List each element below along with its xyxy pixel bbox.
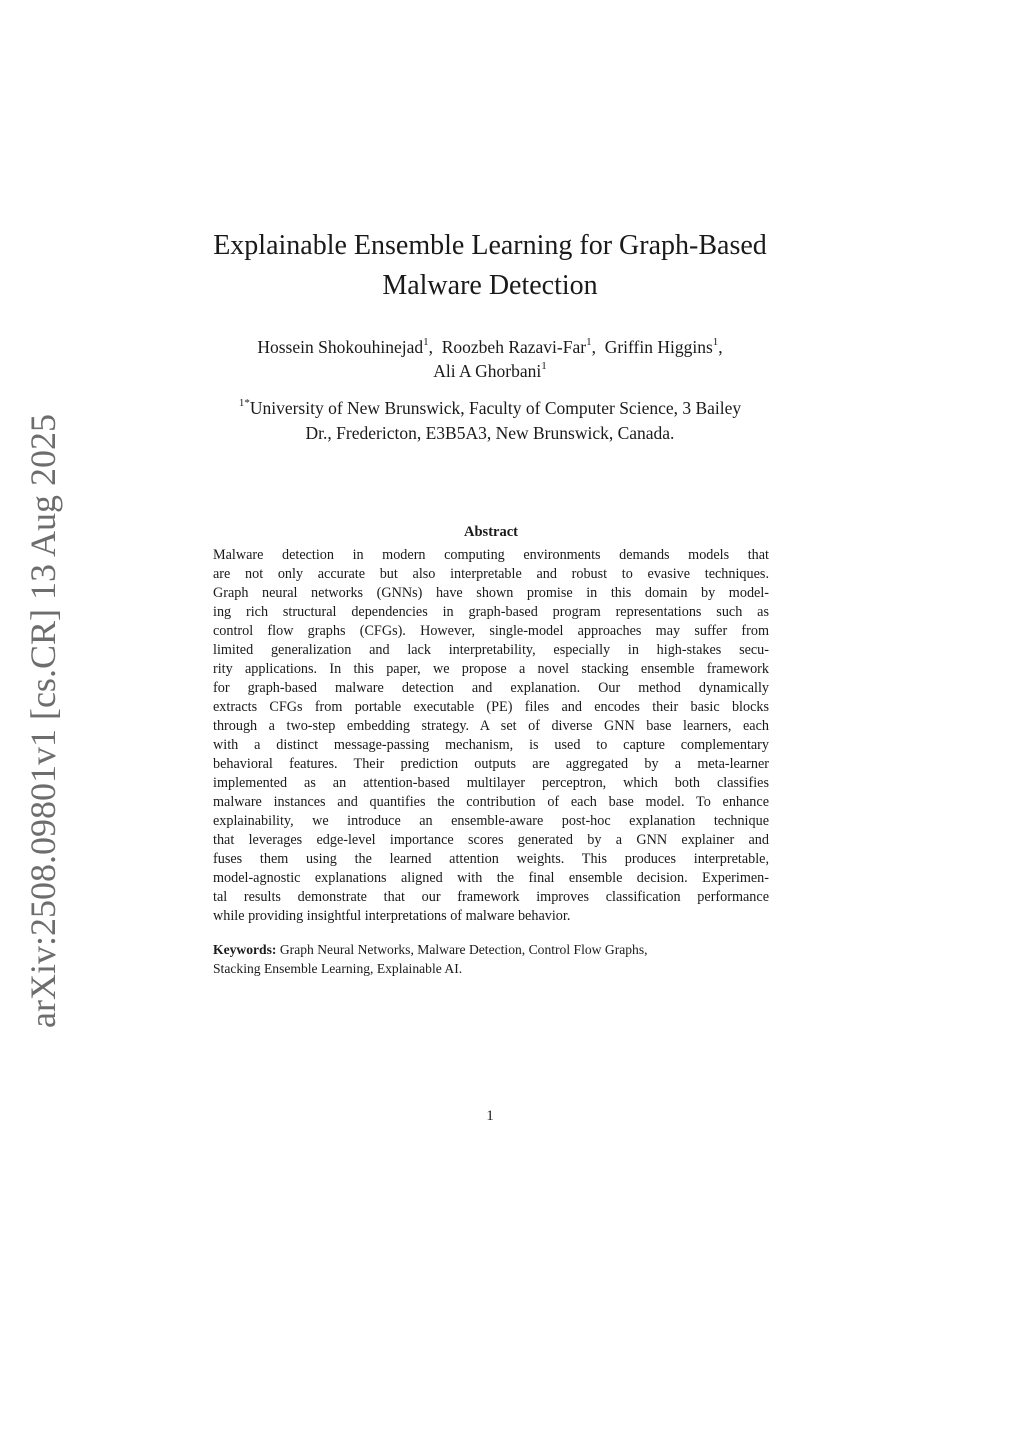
affiliation-marker: 1*	[238, 397, 250, 410]
author-name: Hossein Shokouhinejad	[257, 337, 424, 357]
abstract-line: tal results demonstrate that our framework improves classification performance	[213, 889, 769, 905]
abstract-line: limited generalization and lack interpretability, especially in high-stakes secu-	[213, 642, 769, 658]
affiliation-line-2: Dr., Fredericton, E3B5A3, New Brunswick, Canada.	[305, 423, 675, 443]
author-line-1	[160, 335, 820, 359]
author-name: Roozbeh Razavi-Far	[441, 337, 587, 357]
keywords-line-2: Stacking Ensemble Learning, Explainable AI.	[213, 961, 463, 976]
author-name: Ali A Ghorbani	[433, 361, 542, 381]
abstract-line: extracts CFGs from portable executable (PE) files and encodes their basic blocks	[213, 699, 769, 715]
abstract-line: rity applications. In this paper, we propose a novel stacking ensemble framework	[213, 661, 769, 677]
abstract-heading: Abstract	[464, 524, 518, 540]
affiliation-line-1	[160, 396, 820, 421]
affiliation-text: University of New Brunswick, Faculty of Computer Science, 3 Bailey	[249, 398, 742, 418]
abstract-line: implemented as an attention-based multilayer perceptron, which both classifies	[213, 775, 769, 791]
abstract-line: Malware detection in modern computing environments demands models that	[213, 547, 769, 563]
paper-title-line-2: Malware Detection	[382, 270, 598, 301]
keywords-line-1	[213, 940, 769, 959]
author-separator: ,	[428, 337, 433, 357]
abstract-line: ing rich structural dependencies in graph-based program representations such as	[213, 604, 769, 620]
author	[442, 337, 596, 357]
arxiv-identifier-stamp: arXiv:2508.09801v1 [cs.CR] 13 Aug 2025	[23, 414, 63, 1028]
abstract-line: are not only accurate but also interpretable and robust to evasive techniques.	[213, 566, 769, 582]
keywords-label: Keywords:	[213, 942, 277, 957]
abstract-line: Graph neural networks (GNNs) have shown promise in this domain by model-	[213, 585, 769, 601]
author-name: Griffin Higgins	[604, 337, 713, 357]
abstract-line: control flow graphs (CFGs). However, single-model approaches may suffer from	[213, 623, 769, 639]
keywords	[213, 940, 769, 978]
abstract-line: for graph-based malware detection and explanation. Our method dynamically	[213, 680, 769, 696]
keywords-text: Graph Neural Networks, Malware Detection, Control Flow Graphs,	[279, 942, 648, 957]
author-separator: ,	[591, 337, 596, 357]
abstract-line: fuses them using the learned attention weights. This produces interpretable,	[213, 851, 769, 867]
abstract-line: through a two-step embedding strategy. A set of diverse GNN base learners, each	[213, 718, 769, 734]
author	[257, 337, 433, 357]
author-affiliation-marker: 1	[423, 336, 429, 349]
paper-title-line-1: Explainable Ensemble Learning for Graph-Based	[213, 230, 767, 261]
paper-title	[160, 226, 820, 306]
author	[605, 337, 723, 357]
author-affiliation-marker: 1	[541, 360, 547, 373]
author	[433, 361, 546, 381]
author-list	[160, 335, 820, 383]
affiliation	[160, 396, 820, 446]
author-affiliation-marker: 1	[712, 336, 719, 349]
abstract-line: that leverages edge-level importance scores generated by a GNN explainer and	[213, 832, 769, 848]
abstract-line: malware instances and quantifies the contribution of each base model. To enhance	[213, 794, 769, 810]
author-affiliation-marker: 1	[586, 336, 592, 349]
abstract-line: explainability, we introduce an ensemble-aware post-hoc explanation technique	[213, 813, 769, 829]
author-separator: ,	[718, 337, 723, 357]
abstract-body	[213, 546, 769, 926]
abstract-line: while providing insightful interpretations of malware behavior.	[213, 908, 571, 924]
author-line-2	[160, 359, 820, 383]
abstract-line: model-agnostic explanations aligned with the final ensemble decision. Experimen-	[213, 870, 769, 886]
abstract-line: behavioral features. Their prediction outputs are aggregated by a meta-learner	[213, 756, 769, 772]
page-number: 1	[486, 1108, 494, 1124]
abstract-line: with a distinct message-passing mechanism, is used to capture complementary	[213, 737, 769, 753]
